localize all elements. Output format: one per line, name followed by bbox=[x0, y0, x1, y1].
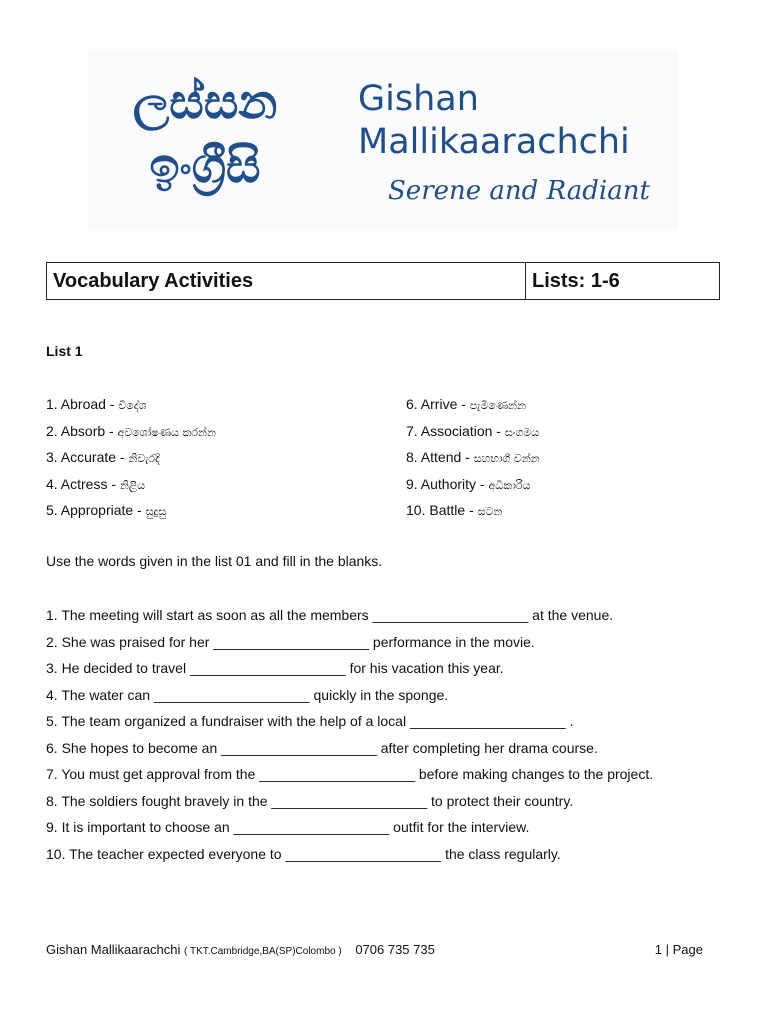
sentence-item: 7. You must get approval from the ____________________ before making changes to the project. bbox=[46, 766, 654, 782]
vocab-word: 3. Accurate - bbox=[46, 449, 129, 465]
list-heading: List 1 bbox=[46, 343, 83, 359]
sentence-item: 8. The soldiers fought bravely in the ____________________ to protect their country. bbox=[46, 792, 574, 809]
footer-phone: 0706 735 735 bbox=[355, 942, 435, 957]
lists-range: Lists: 1-6 bbox=[532, 270, 620, 292]
document-title: Vocabulary Activities bbox=[47, 263, 526, 299]
vocab-column-left bbox=[46, 393, 216, 526]
vocab-column-right bbox=[406, 393, 540, 526]
vocab-item bbox=[406, 446, 540, 473]
vocab-word: 10. Battle - bbox=[406, 502, 478, 518]
vocab-translation: නිළිය bbox=[119, 478, 146, 492]
title-table bbox=[46, 262, 720, 300]
vocab-item bbox=[406, 420, 540, 447]
logo-line-1: ලස්සන bbox=[132, 74, 278, 130]
vocab-translation: සහභාගී වන්න bbox=[473, 452, 540, 465]
page-number: 1 | Page bbox=[654, 942, 703, 957]
vocab-item bbox=[46, 446, 216, 473]
footer-credentials: ( TKT.Cambridge,BA(SP)Colombo ) bbox=[184, 946, 342, 957]
sentence-item: 2. She was praised for her ____________________ performance in the movie. bbox=[46, 633, 535, 650]
vocab-word: 1. Abroad - bbox=[46, 396, 119, 412]
vocab-word: 9. Authority - bbox=[406, 475, 489, 492]
sentence-item: 5. The team organized a fundraiser with the help of a local ____________________ . bbox=[46, 713, 574, 729]
vocab-translation: පැමිණෙන්න bbox=[469, 399, 526, 412]
brand-first-name: Gishan bbox=[358, 79, 479, 119]
vocab-translation: විදේශ bbox=[118, 399, 147, 412]
vocab-item bbox=[46, 420, 216, 447]
brand-name bbox=[358, 78, 658, 164]
vocab-word: 5. Appropriate - bbox=[46, 502, 146, 518]
vocab-translation: සංගමය bbox=[504, 425, 540, 439]
vocab-translation: අවශෝෂණය කරන්න bbox=[117, 425, 216, 439]
vocab-item bbox=[46, 393, 216, 420]
sentence-item: 10. The teacher expected everyone to ____________________ the class regularly. bbox=[46, 845, 561, 862]
vocab-item bbox=[46, 499, 216, 526]
brand-last-name: Mallikaarachchi bbox=[358, 122, 630, 162]
sentence-item: 3. He decided to travel ____________________ for his vacation this year. bbox=[46, 660, 504, 676]
vocab-item bbox=[46, 473, 216, 500]
vocab-item bbox=[406, 499, 540, 526]
sentence-item: 1. The meeting will start as soon as all the members ____________________ at the venue. bbox=[46, 607, 614, 623]
sentence-item: 4. The water can ____________________ quickly in the sponge. bbox=[46, 686, 449, 703]
vocab-translation: සුදුසු bbox=[145, 505, 167, 518]
fill-in-sentences bbox=[46, 604, 653, 869]
vocab-item bbox=[406, 393, 540, 420]
vocab-word: 4. Actress - bbox=[46, 475, 120, 492]
sentence-item: 9. It is important to choose an ____________________ outfit for the interview. bbox=[46, 819, 530, 835]
footer-author: Gishan Mallikaarachchi bbox=[46, 942, 181, 957]
vocab-word: 6. Arrive - bbox=[406, 396, 470, 412]
logo bbox=[120, 70, 290, 198]
vocab-word: 8. Attend - bbox=[406, 449, 474, 465]
vocab-translation: නිවැරදි bbox=[128, 452, 160, 465]
vocab-word: 7. Association - bbox=[406, 422, 505, 439]
vocab-word: 2. Absorb - bbox=[46, 422, 118, 439]
vocab-item bbox=[406, 473, 540, 500]
brand-tagline: Serene and Radiant bbox=[388, 176, 650, 206]
exercise-instruction: Use the words given in the list 01 and fill in the blanks. bbox=[46, 553, 383, 569]
page-footer bbox=[46, 942, 706, 957]
logo-line-2: ඉංග්‍රීසි bbox=[149, 138, 261, 194]
sentence-item: 6. She hopes to become an ____________________ after completing her drama course. bbox=[46, 739, 598, 756]
vocab-translation: සටන bbox=[477, 505, 503, 518]
vocab-translation: අධිකාරිය bbox=[488, 478, 531, 492]
